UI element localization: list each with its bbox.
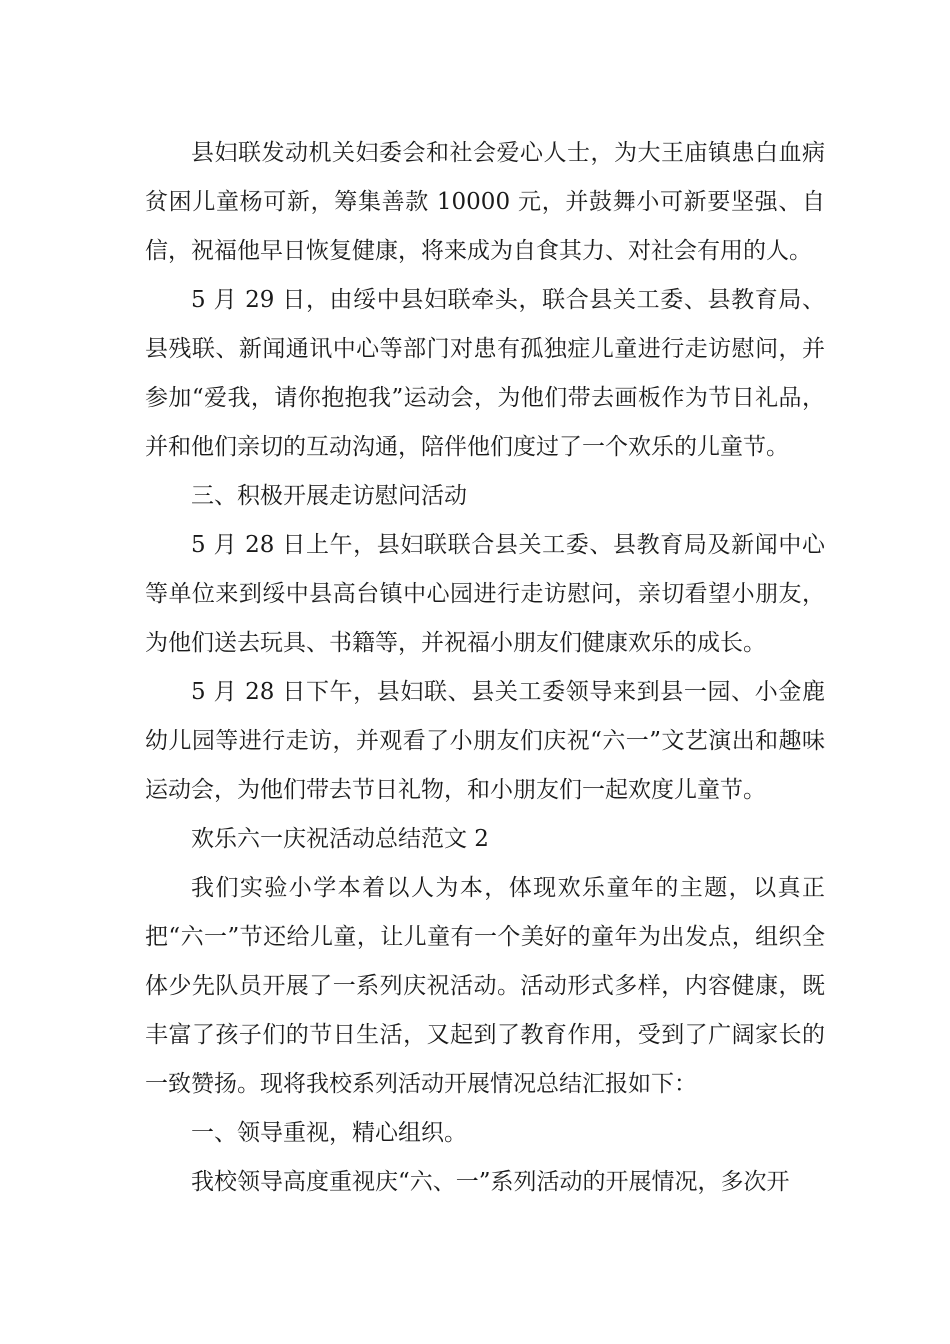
paragraph-morning-visit: 5 月 28 日上午，县妇联联合县关工委、县教育局及新闻中心等单位来到绥中县高台镇中心园进行走访慰问，亲切看望小朋友，为他们送去玩具、书籍等，并祝福小朋友们健康欢乐的成长。 bbox=[145, 532, 825, 656]
paragraph-leadership: 我校领导高度重视庆“六、一”系列活动的开展情况，多次开 bbox=[191, 1169, 790, 1195]
section-heading-visits: 三、积极开展走访慰问活动 bbox=[191, 483, 467, 509]
paragraph-autism-visit: 5 月 29 日，由绥中县妇联牵头，联合县关工委、县教育局、县残联、新闻通讯中心等部门对患有孤独症儿童进行走访慰问，并参加“爱我，请你抱抱我”运动会，为他们带去画板作为节日礼品，并和他们亲切的互动沟通，陪伴他们度过了一个欢乐的儿童节。 bbox=[145, 287, 825, 460]
section-heading-leadership: 一、领导重视，精心组织。 bbox=[191, 1120, 467, 1146]
paragraph-afternoon-visit: 5 月 28 日下午，县妇联、县关工委领导来到县一园、小金鹿幼儿园等进行走访，并观看了小朋友们庆祝“六一”文艺演出和趣味运动会，为他们带去节日礼物，和小朋友们一起欢度儿童节。 bbox=[145, 679, 825, 803]
paragraph-school-intro: 我们实验小学本着以人为本，体现欢乐童年的主题，以真正把“六一”节还给儿童，让儿童有一个美好的童年为出发点，组织全体少先队员开展了一系列庆祝活动。活动形式多样，内容健康，既丰富了孩子们的节日生活，又起到了教育作用，受到了广阔家长的一致赞扬。现将我校系列活动开展情况总结汇报如下： bbox=[145, 875, 825, 1097]
paragraph-donation: 县妇联发动机关妇委会和社会爱心人士，为大王庙镇患白血病贫困儿童杨可新，筹集善款 10000 元，并鼓舞小可新要坚强、自信，祝福他早日恢复健康，将来成为自食其力、对社会有用的人。 bbox=[145, 140, 825, 264]
article-title-2: 欢乐六一庆祝活动总结范文 2 bbox=[191, 826, 489, 852]
document-body bbox=[145, 129, 825, 1207]
